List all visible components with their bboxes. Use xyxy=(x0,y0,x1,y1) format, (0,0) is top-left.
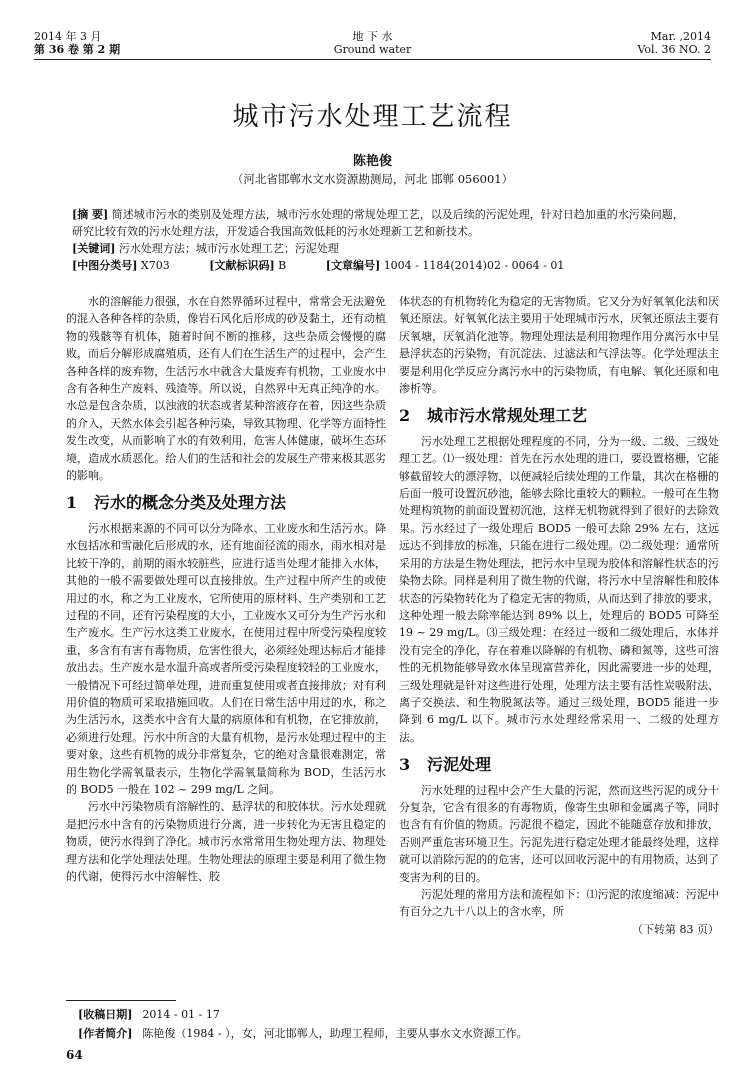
section-1-continued: 体状态的有机物转化为稳定的无害物质。它又分为好氧氧化法和厌氧还原法。好氧氧化法主要用于处理城市污水，厌氧还原法主要有厌氧塘，厌氧消化池等。物理处理法是利用物理作用分离污水中呈悬浮状态的污染物，有沉淀法、过滤法和气浮法等。化学处理法主要是利用化学反应分离污水中的污染物质，有电解、氧化还原和电渗析等。 xyxy=(399,295,719,396)
abstract-label: [摘 要] xyxy=(72,208,109,221)
header-date-en: Mar. ,2014 xyxy=(650,30,711,43)
author-bio-text: 陈艳俊（1984 - ），女，河北邯郸人，助理工程师，主要从事水文水资源工作。 xyxy=(142,1027,528,1040)
right-column xyxy=(399,293,719,938)
section-2-number: 2 xyxy=(399,406,411,426)
journal-name: 地 下 水 xyxy=(352,30,393,43)
section-1-heading xyxy=(66,494,386,511)
section-1-paragraph-1: 污水根据来源的不同可以分为降水、工业废水和生活污水。降水包括冰和雪融化后形成的水，还有地面径流的雨水，雨水相对是比较干净的，前期的雨水较脏些，应进行适当处理才能排入水体，其他的一般不需要做处理可以直接排放。生产过程中所产生的或使用过的水，称之为工业废水，它所使用的原材料、生产类别和工艺过程的不同，还有污染程度的大小，工业废水又可分为生产污水和生产废水。生产污水这类工业废水，在使用过程中所受污染程度较重，多含有有害有毒物质，危害性很大，必须经处理达标后才能排放出去。生产废水是水温升高或者所受污染程度较轻的工业废水，一般情况下可经过简单处理，进而重复使用或者直接排放；对有利用价值的物质可采取措施回收。人们在日常生活中用过的水，称之为生活污水，这类水中含有大量的病原体和有机物，在它排放前，必须进行处理。污水中所含的大量有机物，是污水处理过程中的主要对象，这些有机物的成分非常复杂，它的绝对含量很难测定，常用生物化学需氧量表示，生物化学需氧量简称为 BOD，生活污水的 BOD5 一般在 102 ~ 299 mg/L 之间。 xyxy=(66,521,386,796)
keywords xyxy=(72,240,692,257)
clc-label: [中图分类号] xyxy=(72,259,138,272)
author-bio-label: [作者简介] xyxy=(78,1027,133,1040)
abstract-text: 简述城市污水的类别及处理方法，城市污水处理的常规处理工艺，以及后续的污泥处理，针对日趋加重的水污染问题，研究比较有效的污水处理方法，开发适合我国高效低耗的污水处理新工艺和新技术。 xyxy=(72,208,684,238)
abstract-block xyxy=(72,206,692,274)
intro-paragraph: 水的溶解能力很强，水在自然界循环过程中，常常会无法避免的混入各种各样的杂质，像岩石风化后形成的砂及黏土，还有动植物的残骸等有机体，随着时间不断的推移，这些杂质会慢慢的腐败，而后分解形成腐殖质，还有人们在生活生产的过程中，会产生各种各样的废弃物，生活污水中就含大量废弃有机物，工业废水中含有各种生产废料、残渣等。所以说，自然界中无真正纯净的水。水总是包含杂质，以浊液的状态或者某种溶液存在着，因这些杂质的介入，天然水体会引起各种污染，导致其物理、化学等方面特性发生改变，从而影响了水的有效利用，危害人体健康，破坏生态环境，造成水质恶化。给人们的生活和社会的发展生产带来极其恶劣的影响。 xyxy=(66,295,386,483)
abstract xyxy=(72,206,692,240)
section-2-heading xyxy=(399,407,719,424)
section-3-heading xyxy=(399,756,719,773)
received-value: 2014 - 01 - 17 xyxy=(142,1008,220,1021)
section-3-title: 污泥处理 xyxy=(427,755,492,775)
author-bio xyxy=(78,1024,528,1043)
footnote-divider xyxy=(66,1000,176,1001)
article-no-label: [文章编号] xyxy=(325,259,381,272)
article-title: 城市污水处理工艺流程 xyxy=(232,102,513,132)
continued-note: （下转第 83 页） xyxy=(632,922,719,936)
classification-line xyxy=(72,257,692,274)
keywords-label: [关键词] xyxy=(72,242,116,255)
received-date xyxy=(78,1005,528,1024)
page-number: 64 xyxy=(66,1048,83,1062)
article-no-value: 1004 - 1184(2014)02 - 0064 - 01 xyxy=(383,259,565,272)
header-volume-en: Vol. 36 NO. 2 xyxy=(637,43,711,56)
header-divider xyxy=(34,59,711,60)
section-2-paragraph-1: 污水处理工艺根据处理程度的不同，分为一级、二级、三级处理工艺。⑴一级处理：首先在污水处理的进口，要设置格栅，它能够截留较大的漂浮物，以便减轻后续处理的工作量，其次在格栅的后面一般可设置沉砂池，能够去除比重较大的颗粒。一般可在生物处理构筑物的前面设置初沉池，这样无机物就得到了很好的去除效果。污水经过了一级处理后 BOD5 一般可去除 29% 左右，这远远达不到排放的标准，只能在进行二级处理。⑵二级处理：通常所采用的方法是生物处理法，把污水中呈现为胶体和溶解性状态的污染物去除。同样是利用了微生物的代谢，将污水中呈溶解性和胶体状态的污染物转化为了稳定无害的物质，从而达到了排放的要求，这种处理一般去除率能达到 89% 以上，处理后的 BOD5 可降至 19 ~ 29 mg/L。⑶三级处理：在经过一级和二级处理后，水体并没有完全的净化，存在着难以降解的有机物、磷和氮等，这些可溶性的无机物能够导致水体呈现富营养化，因此需要进一步的处理，三级处理就是针对这些进行处理，处理方法主要有活性炭吸附法、离子交换法、和生物脱氮法等。通过三级处理，BOD5 能进一步降到 6 mg/L 以下。城市污水处理经常采用一、二级的处理方法。 xyxy=(399,434,719,744)
author-name: 陈艳俊 xyxy=(352,154,392,169)
section-1-title: 污水的概念分类及处理方法 xyxy=(94,493,287,513)
author-affiliation: （河北省邯郸水文水资源勘测局，河北 邯郸 056001） xyxy=(231,172,514,186)
received-label: [收稿日期] xyxy=(78,1008,133,1021)
header-right xyxy=(637,30,711,56)
header-center xyxy=(0,30,745,56)
section-3-number: 3 xyxy=(399,755,411,775)
section-3-paragraph-1: 污水处理的过程中会产生大量的污泥，然而这些污泥的成分十分复杂，它含有很多的有毒物质，像寄生虫卵和金属离子等，同时也含有有价值的物质。污泥很不稳定，因此不能随意存放和排放，否则严重危害环境卫生。污泥先进行稳定处理才能最终处理，这样就可以消除污泥的的危害，还可以回收污泥中的有用物质，达到了变害为利的目的。 xyxy=(399,783,719,884)
journal-name-en: Ground water xyxy=(333,43,412,56)
section-1-paragraph-2: 污水中污染物质有溶解性的、悬浮状的和胶体状。污水处理就是把污水中含有的污染物质进行分离，进一步转化为无害且稳定的物质，使污水得到了净化。城市污水常常用生物处理方法、物理处理方法和化学处理法处理。生物处理法的原理主要是利用了微生物的代谢，使得污水中溶解性、胶 xyxy=(66,800,386,883)
left-column xyxy=(66,293,386,885)
header-volume: 第 36 卷 第 2 期 xyxy=(34,43,121,56)
footnotes xyxy=(78,1005,528,1043)
section-1-number: 1 xyxy=(66,493,78,513)
clc-value: X703 xyxy=(140,259,170,272)
keywords-text: 污水处理方法；城市污水处理工艺；污泥处理 xyxy=(118,242,339,255)
section-2-title: 城市污水常规处理工艺 xyxy=(427,406,588,426)
doc-code-value: B xyxy=(278,259,287,272)
section-3-paragraph-2: 污泥处理的常用方法和流程如下：⑴污泥的浓度缩减：污泥中有百分之九十八以上的含水率，所 xyxy=(399,888,719,919)
doc-code-label: [文献标识码] xyxy=(209,259,275,272)
header-date: 2014 年 3 月 xyxy=(34,30,102,43)
